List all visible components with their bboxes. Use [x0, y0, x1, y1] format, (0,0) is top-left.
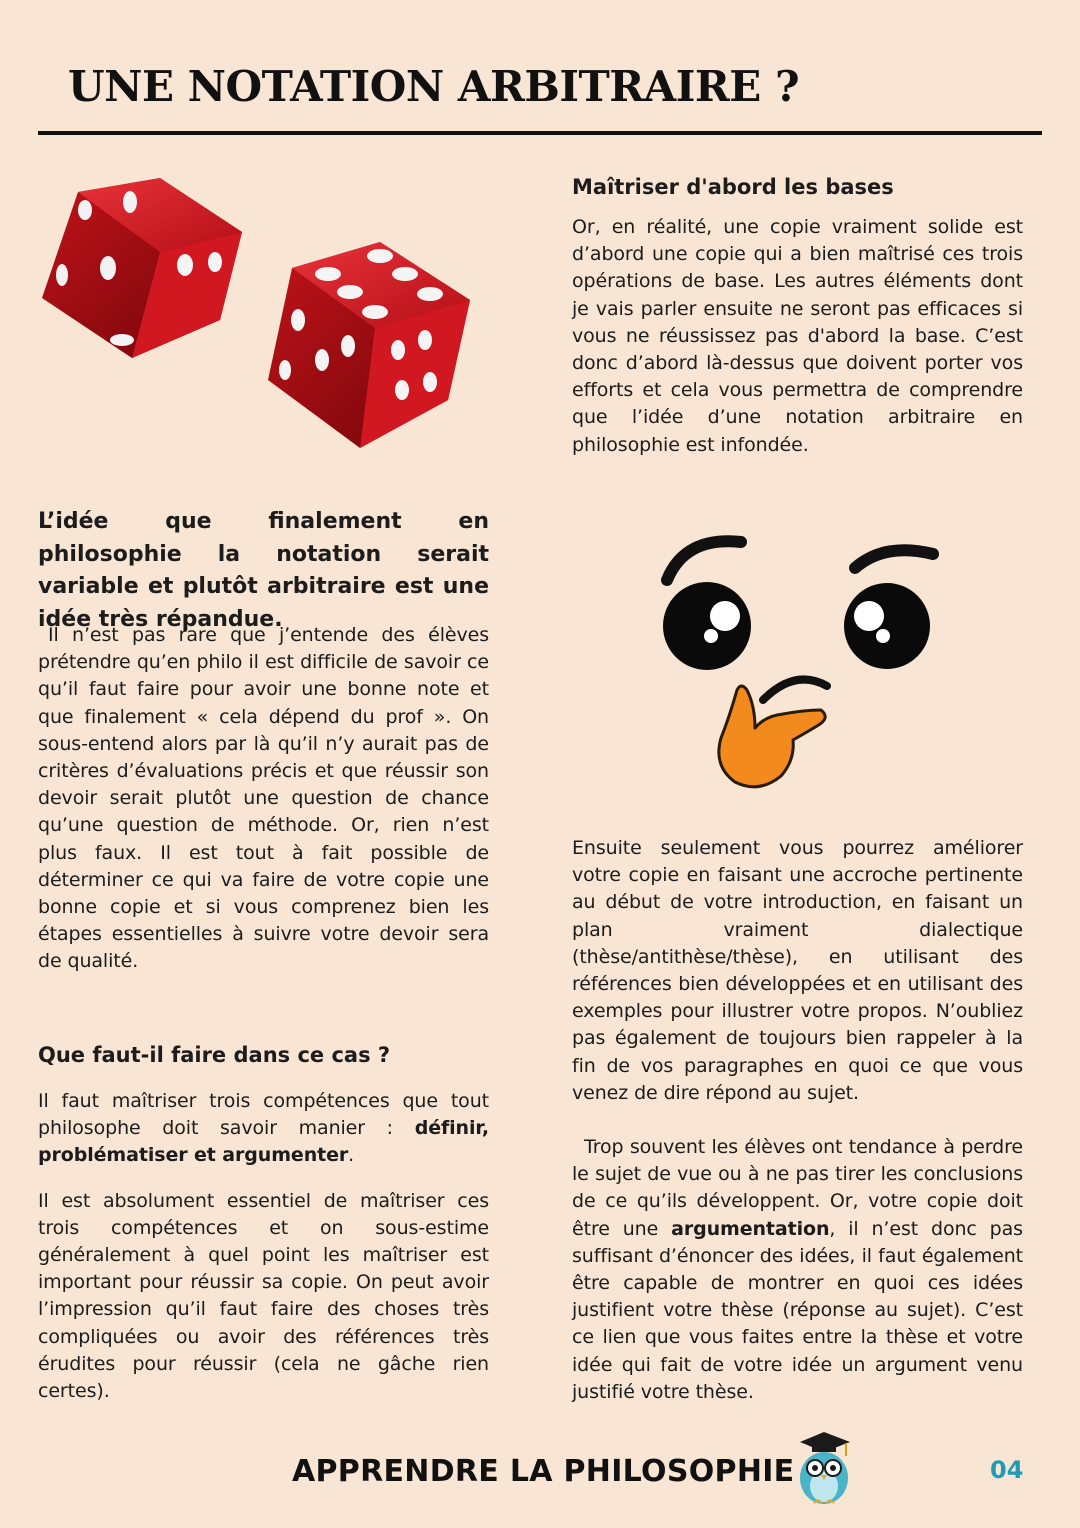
left-paragraph-2-text: Il faut maîtriser trois compétences que tout philosophe doit savoir manier : [38, 1090, 489, 1140]
left-column-intro [38, 506, 489, 636]
mouth [763, 680, 827, 700]
right-paragraph-2: Ensuite seulement vous pourrez améliorer votre copie en faisant une accroche pertinente au début de votre introduction, en faisant un plan vraiment dialectique (thèse/antithèse/thèse), en utilisant des références bien développées et en utilisant des exemples pour illustrer votre propos. N’oubliez pas également de toujours bien rappeler à la fin de vos paragraphes en quoi ce que vous venez de dire répond au sujet. [572, 837, 1023, 1104]
left-column-section-2 [38, 1040, 489, 1405]
footer-title: APPRENDRE LA PHILOSOPHIE [292, 1454, 795, 1489]
left-paragraph-2 [38, 1088, 489, 1170]
left-eye [663, 582, 751, 670]
left-paragraph-1: Il n’est pas rare que j’entende des élèves prétendre qu’en philo il est difficile de savoir ce qu’il faut faire pour avoir une bonne note et que finalement « cela dépend du prof ». On sous-entend alors par là qu’il n’y aurait pas de critères d’évaluations précis et que réussir son devoir serait plutôt une question de chance qu’une question de méthode. Or, rien n’est plus faux. Il est tout à fait possible de déterminer ce qui va faire de votre copie une bonne copie et si vous comprenez bien les étapes essentielles à suivre votre devoir sera de qualité. [38, 624, 489, 973]
section-heading-bases: Maîtriser d'abord les bases [572, 175, 894, 199]
right-column-section-1 [572, 172, 1023, 459]
right-paragraph-3-text: Trop souvent les élèves ont tendance à perdre le sujet de vue ou à ne pas tirer les conclusions de ce qu’ils développent. Or, votre copie doit être une [572, 1136, 1023, 1240]
right-eye [844, 583, 930, 669]
page-number: 04 [990, 1456, 1024, 1484]
owl-graduate-icon [794, 1430, 854, 1508]
page-title: UNE NOTATION ARBITRAIRE ? [68, 62, 800, 111]
left-paragraph-3: Il est absolument essentiel de maîtriser ces trois compétences et on sous-estime généralement à quel point les maîtriser est important pour réussir sa copie. On peut avoir l’impression qu’il faut faire des choses très compliquées ou avoir des références très érudites pour réussir (cela ne gâche rien certes). [38, 1189, 489, 1403]
right-column-section-2 [572, 835, 1023, 1406]
dice-illustration [30, 170, 490, 460]
thinking-face-illustration [655, 528, 945, 798]
right-paragraph-3-bold: argumentation [671, 1217, 830, 1240]
title-underline [38, 131, 1042, 135]
pointing-hand [719, 686, 825, 787]
die-left [42, 178, 242, 358]
left-paragraph-2-bold: définir, problématiser et argumenter [38, 1117, 489, 1167]
intro-heading: L’idée que finalement en philosophie la notation serait variable et plutôt arbitraire est une idée très répandue. [38, 509, 489, 632]
left-eyebrow [667, 541, 741, 580]
section-heading-what-to-do: Que faut-il faire dans ce cas ? [38, 1043, 391, 1067]
die-right [268, 242, 470, 448]
right-paragraph-1: Or, en réalité, une copie vraiment solide est d’abord une copie qui a bien maîtrisé ces trois opérations de base. Les autres éléments dont je vais parler ensuite ne seront pas efficaces si vous ne réussissez pas d'abord la base. C’est donc d’abord là-dessus que doivent porter vos efforts et cela vous permettra de comprendre que l’idée d’une notation arbitraire en philosophie est infondée. [572, 216, 1023, 456]
right-eyebrow [855, 550, 933, 568]
right-paragraph-3-end: , il n’est donc pas suffisant d’énoncer des idées, il faut également être capable de montrer en quoi ces idées justifient votre thèse (réponse au sujet). C’est ce lien que vous faites entre la thèse et votre idée qui fait de votre idée un argument venu justifié votre thèse. [572, 1217, 1023, 1403]
left-column-body [38, 622, 489, 976]
left-paragraph-2-end: . [348, 1144, 355, 1167]
right-paragraph-3 [572, 1134, 1023, 1406]
